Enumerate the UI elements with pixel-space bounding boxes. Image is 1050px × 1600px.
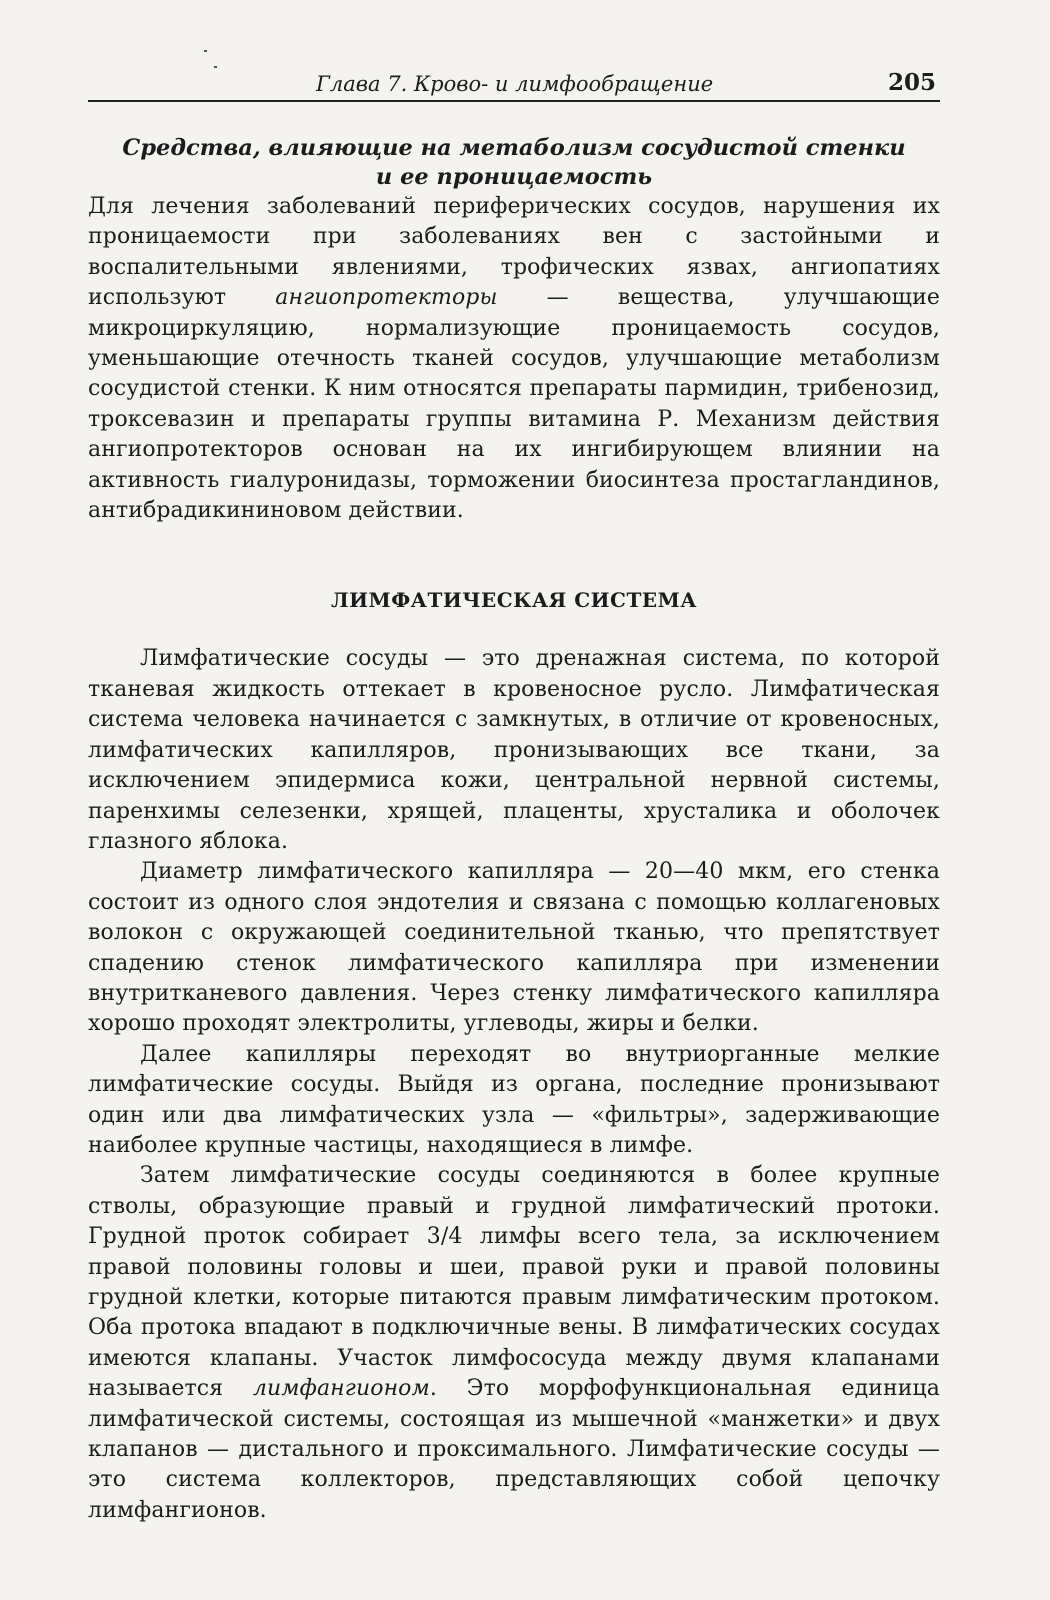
subsection-title-line-2: и ее проницаемость (375, 164, 653, 190)
paragraph-capillary-diameter: Диаметр лимфатического капилляра — 20—40 мкм, его стенка состоит из одного слоя эндотелия и связана с помощью коллагеновых волокон с окружающей соединительной тканью, что препятствует спадению стенок лимфатического капилляра при изменении внутритканевого давления. Через стенку лимфатического капилляра хорошо проходят электролиты, углеводы, жиры и белки. (88, 859, 940, 1037)
subsection-title-line-1: Средства, влияющие на метаболизм сосудистой стенки (122, 135, 906, 161)
paragraph-lymph-nodes: Далее капилляры переходят во внутриорганные мелкие лимфатические сосуды. Выйдя из органа, последние пронизывают один или два лимфатических узла — «фильтры», задерживающие наиболее крупные частицы, находящиеся в лимфе. (88, 1041, 940, 1158)
term-angioprotectors: ангиопротекторы (275, 285, 498, 311)
paragraph-text: Затем лимфатические сосуды соединяются в более крупные стволы, образующие правый и грудной лимфатический протоки. Грудной проток собирает 3/4 лимфы всего тела, за исключением правой половины головы и шеи, правой руки и правой половины грудной клетки, которые питаются правым лимфатическим протоком. Оба протока впадают в подключичные вены. В лимфатических сосудах имеются клапаны. Участок лимфососуда между двумя клапанами называется (88, 1163, 940, 1402)
paragraph-angioprotectors (88, 192, 940, 526)
chapter-title: Глава 7. Крово- и лимфообращение (316, 72, 714, 96)
paragraph-lymph-ducts (88, 1161, 940, 1526)
scan-speck (214, 66, 217, 68)
paragraph-text: Для лечения заболеваний периферических сосудов, нарушения их проницаемости при заболеваниях вен с застойными и воспалительными явлениями, трофических язвах, ангиопатиях используют (88, 194, 940, 311)
scan-speck (204, 50, 207, 52)
section-title: ЛИМФАТИЧЕСКАЯ СИСТЕМА (330, 588, 698, 613)
paragraph-text: — вещества, улучшающие микроциркуляцию, нормализующие проницаемость сосудов, уменьшающие отечность тканей сосудов, улучшающие метаболизм сосудистой стенки. К ним относятся препараты пармидин, трибенозид, троксевазин и препараты группы витамина Р. Механизм действия ангиопротекторов основан на их ингибирующем влиянии на активность гиалуронидазы, торможении биосинтеза простагландинов, антибрадикининовом действии. (88, 285, 940, 524)
page-number: 205 (887, 69, 936, 96)
running-head (88, 62, 940, 102)
paragraph-text: . Это морфофункциональная единица лимфатической системы, состоящая из мышечной «манжетки» и двух клапанов — дистального и проксимального. Лимфатические сосуды — это система коллекторов, представляющих собой цепочку лимфангионов. (88, 1376, 940, 1523)
paragraph-lymph-vessels: Лимфатические сосуды — это дренажная система, по которой тканевая жидкость оттекает в кровеносное русло. Лимфатическая система человека начинается с замкнутых, в отличие от кровеносных, лимфатических капилляров, пронизывающих все ткани, за исключением эпидермиса кожи, центральной нервной системы, паренхимы селезенки, хрящей, плаценты, хрусталика и оболочек глазного яблока. (88, 646, 940, 854)
term-lymphangion: лимфангионом (252, 1376, 430, 1402)
subsection-title (88, 134, 940, 192)
